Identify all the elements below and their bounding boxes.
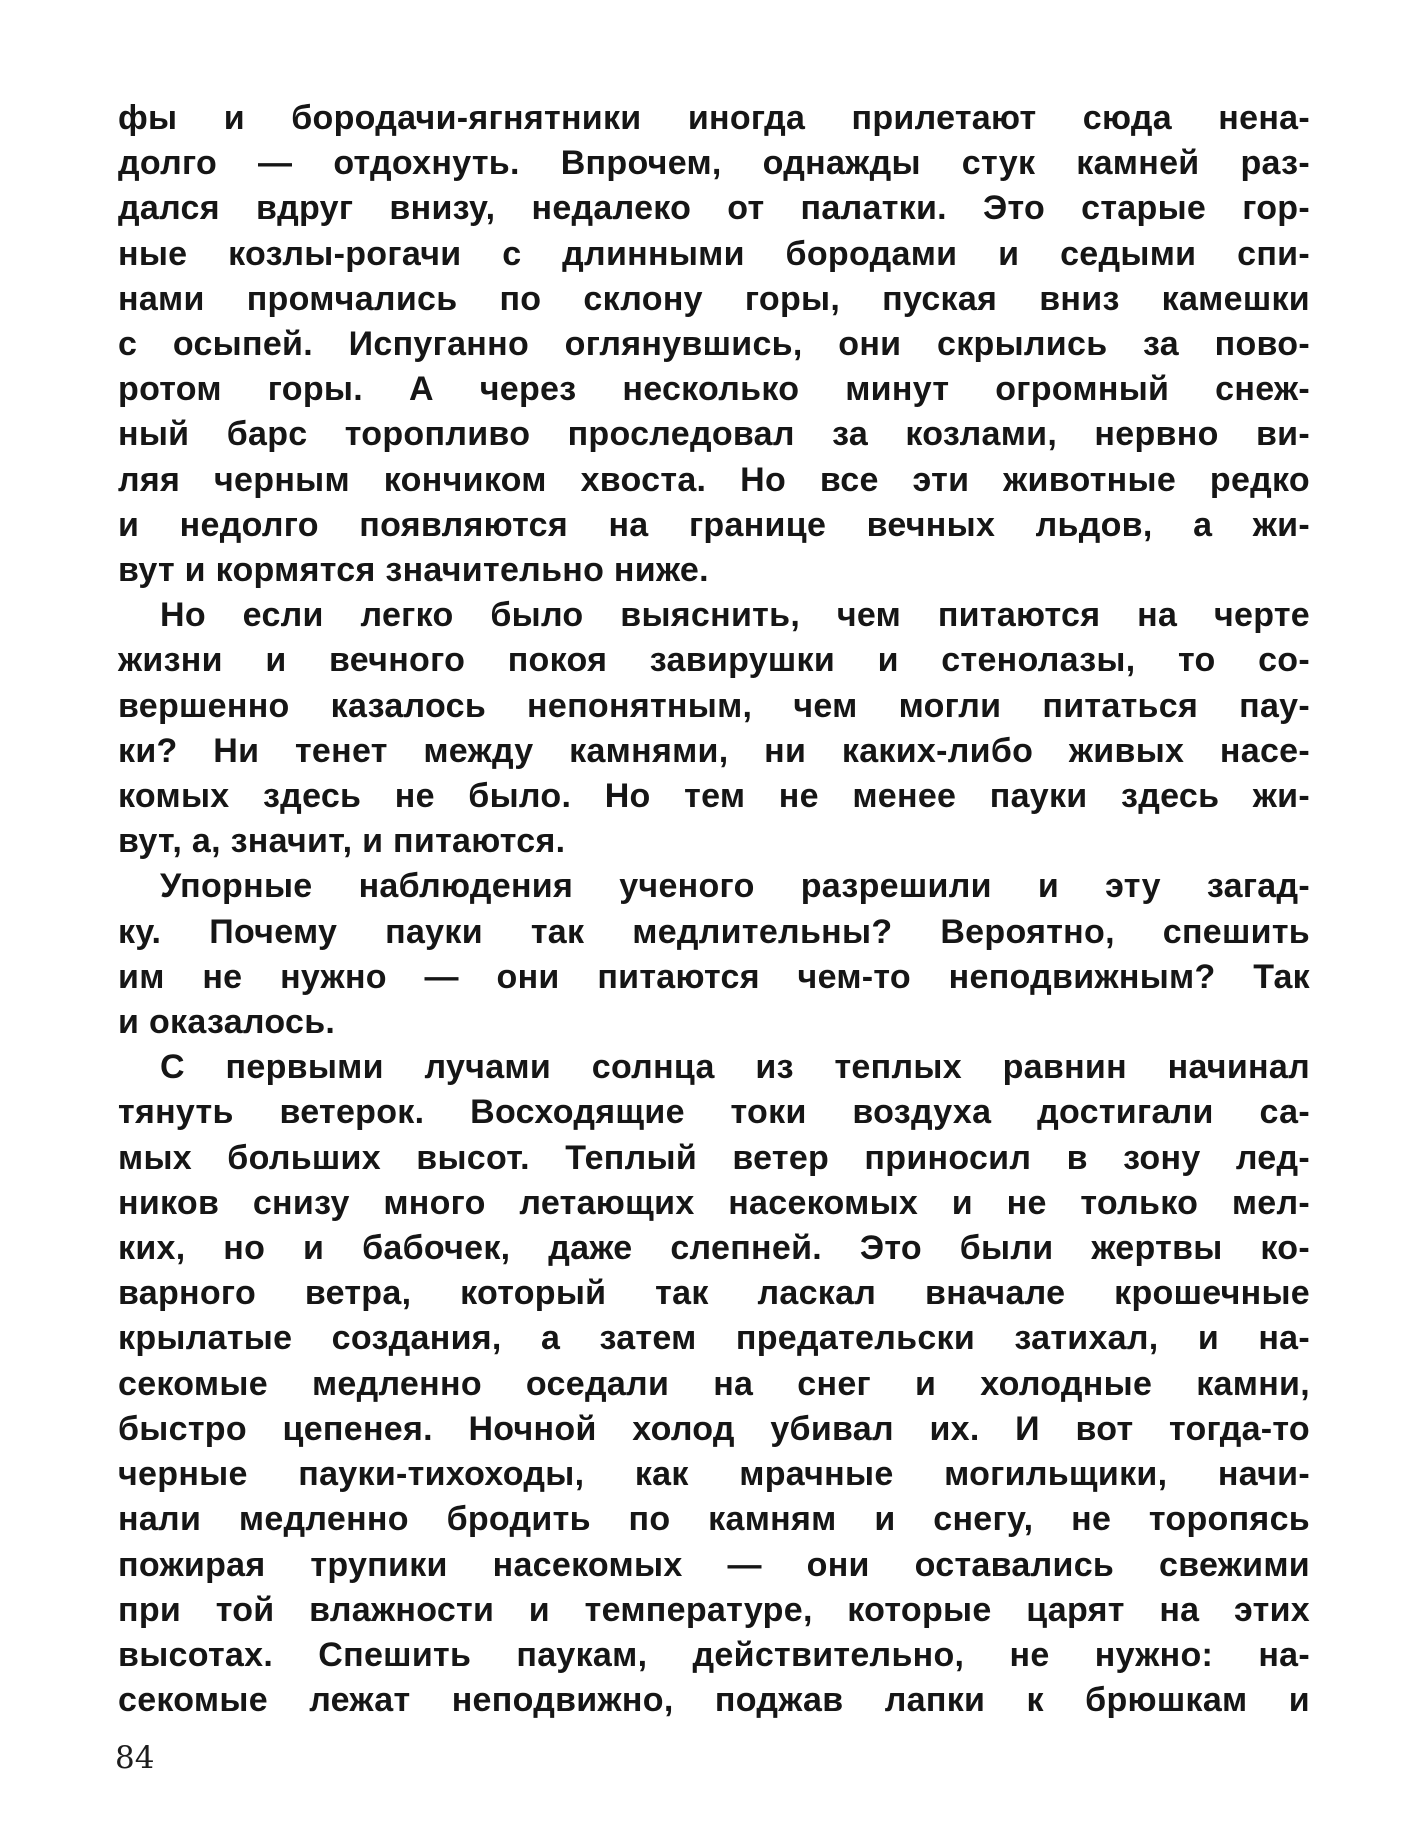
text-line: вершенно казалось непонятным, чем могли питаться пау-	[118, 686, 1310, 725]
text-line: при той влажности и температуре, которые царят на этих	[118, 1590, 1310, 1629]
text-line: секомые медленно оседали на снег и холодные камни,	[118, 1364, 1310, 1403]
text-line: черные пауки-тихоходы, как мрачные могильщики, начи-	[118, 1455, 1310, 1494]
text-line: пожирая трупики насекомых — они оставались свежими	[118, 1545, 1310, 1584]
text-line: варного ветра, который так ласкал вначале крошечные	[118, 1274, 1310, 1313]
text-line: ные козлы-рогачи с длинными бородами и седыми спи-	[118, 234, 1310, 273]
text-line: комых здесь не было. Но тем не менее пауки здесь жи-	[118, 777, 1310, 816]
body-text	[118, 96, 1310, 1723]
page-number: 84	[115, 1740, 155, 1776]
text-line: вут и кормятся значительно ниже.	[118, 551, 709, 590]
text-line: дался вдруг внизу, недалеко от палатки. Это старые гор-	[118, 189, 1310, 228]
text-line: ких, но и бабочек, даже слепней. Это были жертвы ко-	[118, 1229, 1310, 1268]
text-line: ников снизу много летающих насекомых и не только мел-	[118, 1183, 1310, 1222]
text-line: ный барс торопливо проследовал за козлами, нервно ви-	[118, 415, 1310, 454]
text-line: и недолго появляются на границе вечных льдов, а жи-	[118, 505, 1310, 544]
text-line: С первыми лучами солнца из теплых равнин начинал	[160, 1048, 1310, 1087]
text-line: ки? Ни тенет между камнями, ни каких-либо живых насе-	[118, 731, 1310, 770]
text-line: нали медленно бродить по камням и снегу, не торопясь	[118, 1500, 1310, 1539]
text-line: с осыпей. Испуганно оглянувшись, они скрылись за пово-	[118, 325, 1310, 364]
text-line: жизни и вечного покоя завирушки и стенолазы, то со-	[118, 641, 1310, 680]
text-line: и оказалось.	[118, 1003, 336, 1042]
text-line: Упорные наблюдения ученого разрешили и эту загад-	[160, 867, 1310, 906]
text-line: секомые лежат неподвижно, поджав лапки к брюшкам и	[118, 1681, 1310, 1720]
text-line: вут, а, значит, и питаются.	[118, 822, 566, 861]
text-line: быстро цепенея. Ночной холод убивал их. И вот тогда-то	[118, 1409, 1310, 1448]
text-line: тянуть ветерок. Восходящие токи воздуха достигали са-	[118, 1093, 1310, 1132]
text-line: мых больших высот. Теплый ветер приносил в зону лед-	[118, 1138, 1310, 1177]
text-line: ляя черным кончиком хвоста. Но все эти животные редко	[118, 460, 1310, 499]
text-line: крылатые создания, а затем предательски затихал, и на-	[118, 1319, 1310, 1358]
text-line: долго — отдохнуть. Впрочем, однажды стук камней раз-	[118, 144, 1310, 183]
text-line: ку. Почему пауки так медлительны? Вероятно, спешить	[118, 912, 1310, 951]
text-line: Но если легко было выяснить, чем питаются на черте	[160, 596, 1310, 635]
text-line: нами промчались по склону горы, пуская вниз камешки	[118, 279, 1310, 318]
text-line: им не нужно — они питаются чем-то неподвижным? Так	[118, 957, 1310, 996]
text-line: ротом горы. А через несколько минут огромный снеж-	[118, 370, 1310, 409]
text-line: фы и бородачи-ягнятники иногда прилетают сюда нена-	[118, 99, 1310, 137]
text-line: высотах. Спешить паукам, действительно, не нужно: на-	[118, 1635, 1310, 1674]
